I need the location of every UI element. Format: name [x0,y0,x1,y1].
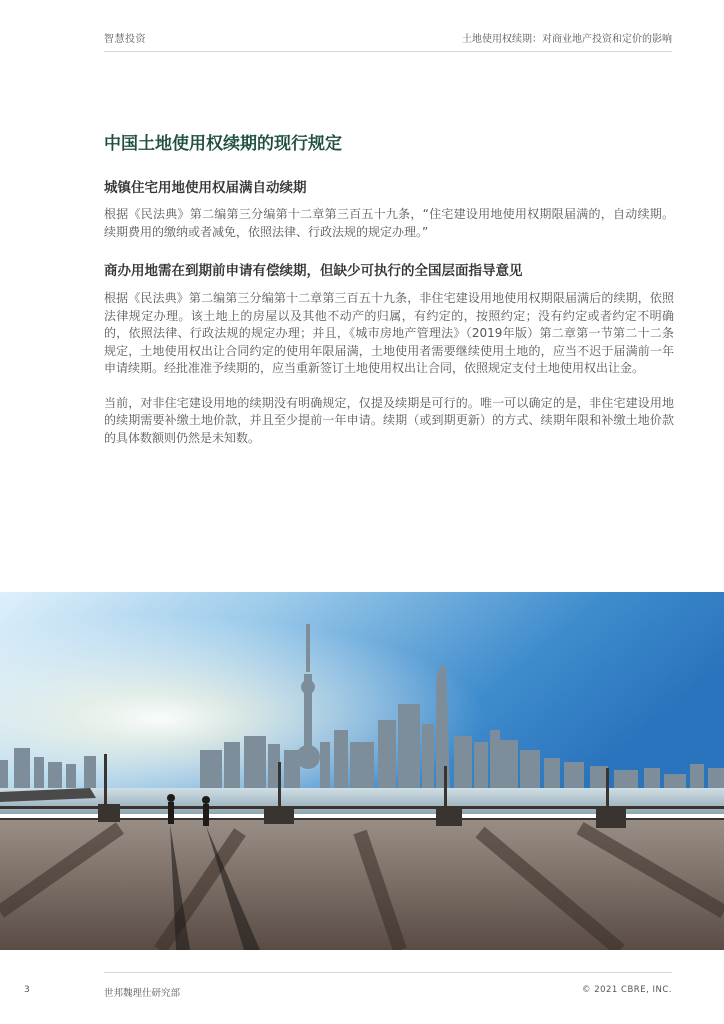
footer-divider [104,972,672,973]
section-paragraph-residential: 根据《民法典》第二编第三分编第十二章第三百五十九条，“住宅建设用地使用权期限届满的，自动续期。续期费用的缴纳或者减免，依照法律、行政法规的规定办理。” [104,207,674,239]
section-heading-residential: 城镇住宅用地使用权届满自动续期 [104,180,307,196]
footer-department: 世邦魏理仕研究部 [104,988,181,999]
footer-copyright: © 2021 CBRE, INC. [582,985,672,995]
section-paragraph-commercial-law: 根据《民法典》第二编第三分编第十二章第三百五十九条，非住宅建设用地使用权期限届满后的续期，依照法律规定办理。该土地上的房屋以及其他不动产的归属，有约定的，按照约定；没有约定或者约定不明确的，依照法律、行政法规的规定办理；并且，《城市房地产管理法》（2019年版）第二章第一节第二十二条规定，土地使用权出让合同约定的使用年限届满，土地使用者需要继续使用土地的，应当不迟于届满前一年申请续期。经批准准予续期的，应当重新签订土地使用权出让合同，依照规定支付土地使用权出让金。 [104,291,674,375]
shanghai-bund-skyline-photo [0,592,724,950]
header-publication-name: 智慧投资 [104,34,146,45]
section-paragraph-commercial-current: 当前，对非住宅建设用地的续期没有明确规定，仅提及续期是可行的。唯一可以确定的是，非住宅建设用地的续期需要补缴土地价款，并且至少提前一年申请。续期（或到期更新）的方式、续期年限和补缴土地价款的具体数额则仍然是未知数。 [104,395,674,445]
main-content [104,132,674,447]
section-heading-commercial: 商办用地需在到期前申请有偿续期，但缺少可执行的全国层面指导意见 [104,263,523,279]
header-report-title: 土地使用权续期：对商业地产投资和定价的影响 [462,34,672,45]
page-title: 中国土地使用权续期的现行规定 [104,134,342,154]
header-divider [104,51,672,52]
page-number: 3 [24,985,30,995]
